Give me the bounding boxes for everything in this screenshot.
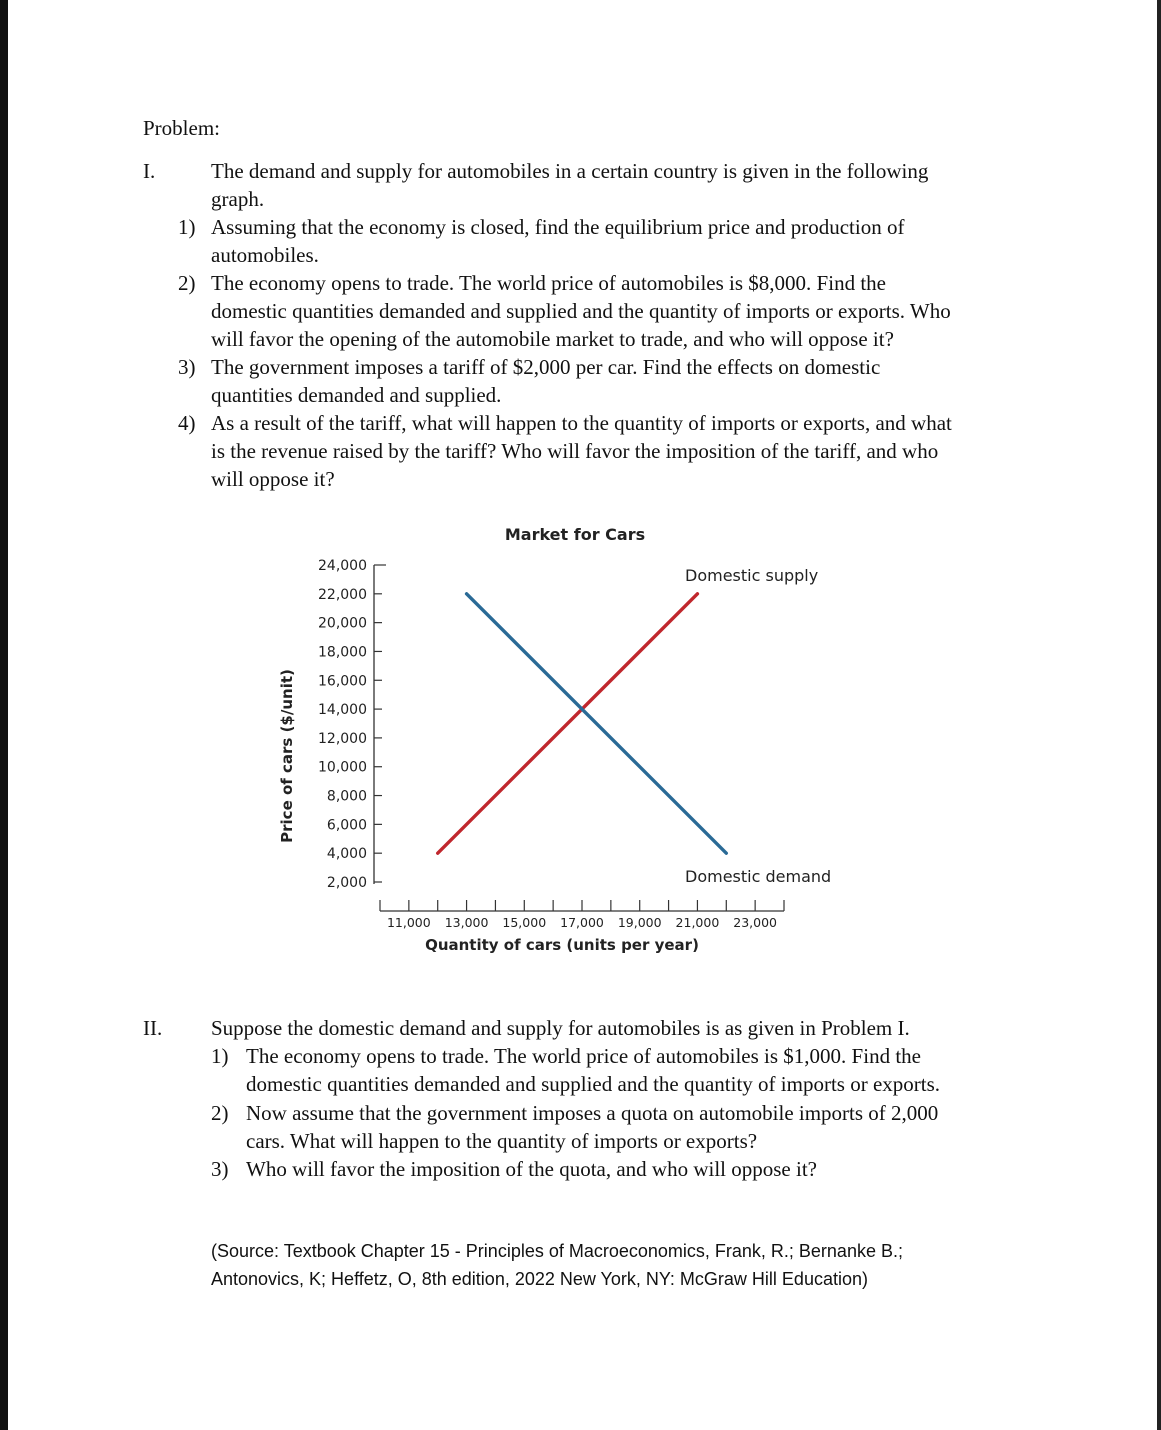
item-line: Who will favor the imposition of the quota, and who will oppose it? <box>246 1157 817 1181</box>
item-line: is the revenue raised by the tariff? Who will favor the imposition of the tariff, and who <box>211 439 939 463</box>
item-line: quantities demanded and supplied. <box>211 383 502 407</box>
item-number: 2) <box>178 271 196 295</box>
item-line: Now assume that the government imposes a quota on automobile imports of 2,000 <box>246 1101 939 1125</box>
right-edge-bar <box>1157 0 1161 1430</box>
y-tick-label: 14,000 <box>318 702 367 719</box>
y-tick-label: 8,000 <box>326 788 367 805</box>
item-line: The economy opens to trade. The world price of automobiles is $8,000. Find the <box>211 271 886 295</box>
x-tick-label: 17,000 <box>560 915 604 930</box>
y-tick-label: 6,000 <box>326 817 367 834</box>
item-line: Assuming that the economy is closed, find the equilibrium price and production of <box>211 215 905 239</box>
chart-series <box>438 594 727 853</box>
y-tick-label: 12,000 <box>318 730 367 747</box>
item-line: will oppose it? <box>211 467 335 491</box>
item-line: domestic quantities demanded and supplied and the quantity of imports or exports. Who <box>211 299 951 323</box>
domestic-supply-line <box>438 594 698 853</box>
x-tick-label: 21,000 <box>675 915 720 930</box>
y-tick-label: 22,000 <box>318 586 367 603</box>
x-tick-label: 19,000 <box>617 915 662 930</box>
item-line: cars. What will happen to the quantity of imports or exports? <box>246 1129 758 1153</box>
x-axis-label: Quantity of cars (units per year) <box>425 936 699 954</box>
x-tick-label: 13,000 <box>444 915 489 930</box>
item-line: will favor the opening of the automobile market to trade, and who will oppose it? <box>211 327 894 351</box>
y-tick-label: 24,000 <box>318 558 367 574</box>
y-tick-label: 16,000 <box>318 673 367 690</box>
y-tick-label: 2,000 <box>326 875 367 891</box>
problem-heading: Problem: <box>143 116 220 140</box>
item-line: The government imposes a tariff of $2,000 per car. Find the effects on domestic <box>211 355 881 379</box>
problem-1-numeral: I. <box>143 159 156 183</box>
market-for-cars-chart <box>270 518 870 968</box>
y-tick-label: 10,000 <box>318 759 367 776</box>
source-citation-line: Antonovics, K; Heffetz, O, 8th edition, 2022 New York, NY: McGraw Hill Education) <box>211 1269 868 1289</box>
problem-2-numeral: II. <box>143 1016 163 1040</box>
y-tick-label: 20,000 <box>318 615 367 632</box>
problem-2-intro: Suppose the domestic demand and supply for automobiles is as given in Problem I. <box>211 1016 910 1040</box>
y-axis-label: Price of cars ($/unit) <box>278 669 296 843</box>
x-tick-label: 23,000 <box>733 915 778 930</box>
x-tick-label: 11,000 <box>386 915 431 930</box>
domestic-demand-line <box>467 594 727 853</box>
problem-1-intro-line: graph. <box>211 187 265 211</box>
y-tick-label: 4,000 <box>326 846 367 863</box>
item-line: domestic quantities demanded and supplied and the quantity of imports or exports. <box>246 1072 941 1096</box>
source-citation-line: (Source: Textbook Chapter 15 - Principles of Macroeconomics, Frank, R.; Bernanke B.; <box>211 1241 903 1261</box>
item-number: 2) <box>211 1101 229 1125</box>
item-number: 4) <box>178 411 196 435</box>
y-tick-label: 18,000 <box>318 644 367 661</box>
item-number: 1) <box>211 1044 229 1068</box>
item-number: 3) <box>178 355 196 379</box>
x-tick-label: 15,000 <box>502 915 547 930</box>
problem-1-intro-line: The demand and supply for automobiles in a certain country is given in the following <box>211 159 929 183</box>
item-number: 1) <box>178 215 196 239</box>
domestic-demand-label: Domestic demand <box>685 867 832 886</box>
item-line: automobiles. <box>211 243 319 267</box>
item-line: The economy opens to trade. The world price of automobiles is $1,000. Find the <box>246 1044 921 1068</box>
chart-title: Market for Cars <box>504 525 646 544</box>
domestic-supply-label: Domestic supply <box>685 566 819 585</box>
left-edge-bar <box>0 0 8 1430</box>
item-line: As a result of the tariff, what will happen to the quantity of imports or exports, and what <box>211 411 952 435</box>
item-number: 3) <box>211 1157 229 1181</box>
